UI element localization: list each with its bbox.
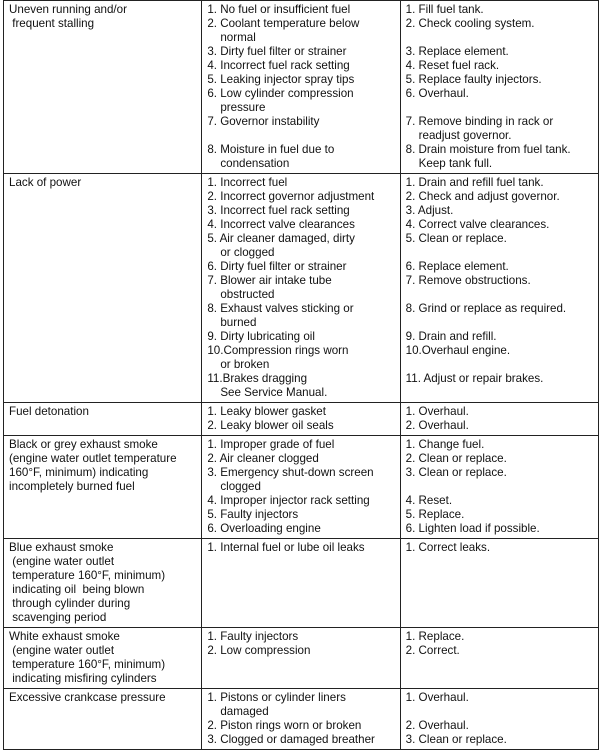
cause-text: condensation <box>220 157 290 170</box>
cause-item <box>207 330 395 344</box>
cause-text: 8. Exhaust valves sticking or <box>207 302 354 315</box>
trouble-text: incompletely burned fuel <box>9 480 135 493</box>
remedy-text: 7. Remove binding in rack or <box>405 115 554 128</box>
remedy-text: 2. Clean or replace. <box>405 452 507 465</box>
remedy-text <box>406 316 594 330</box>
remedy-item <box>406 494 594 508</box>
remedy-text: 9. Drain and refill. <box>405 330 497 343</box>
cause-text: 3. Emergency shut-down screen <box>207 466 374 479</box>
cause-text <box>207 129 395 143</box>
cause-item <box>207 204 395 218</box>
remedy-item <box>406 405 594 419</box>
cause-item <box>207 691 395 719</box>
cause-text: 3. Clogged or damaged breather <box>207 733 375 746</box>
trouble-cell <box>4 628 202 689</box>
remedy-item <box>406 691 594 719</box>
remedy-item <box>406 87 594 115</box>
remedy-cell <box>400 436 598 539</box>
trouble-text: (engine water outlet temperature <box>9 452 177 465</box>
cause-text: 3. Incorrect fuel rack setting <box>207 204 350 217</box>
trouble-text: frequent stalling <box>9 17 95 30</box>
cause-text: pressure <box>220 101 266 114</box>
cause-item <box>207 218 395 232</box>
remedy-item <box>406 143 594 171</box>
cause-item <box>207 541 395 555</box>
trouble-text: Black or grey exhaust smoke <box>9 438 158 451</box>
cause-text: normal <box>220 31 256 44</box>
cause-text: damaged <box>220 705 269 718</box>
remedy-item <box>406 176 594 190</box>
remedy-item <box>406 17 594 45</box>
table-row <box>4 174 599 403</box>
remedy-item <box>406 190 594 204</box>
cause-text: 8. Moisture in fuel due to <box>207 143 335 156</box>
trouble-text: indicating oil being blown <box>9 583 145 596</box>
cause-text: or clogged <box>220 246 275 259</box>
troubleshooting-table-body <box>4 1 599 750</box>
trouble-text: indicating misfiring cylinders <box>9 672 157 685</box>
remedy-text: 1. Change fuel. <box>405 438 485 451</box>
trouble-cell <box>4 539 202 628</box>
trouble-text: Excessive crankcase pressure <box>9 691 166 704</box>
cause-text: 7. Blower air intake tube <box>207 274 332 287</box>
cause-item <box>207 115 395 143</box>
remedy-text: Keep tank full. <box>418 157 493 170</box>
remedy-item <box>406 522 594 536</box>
remedy-item <box>406 59 594 73</box>
cause-item <box>207 45 395 59</box>
cause-cell <box>202 539 400 628</box>
cause-item <box>207 302 395 330</box>
cause-item <box>207 630 395 644</box>
remedy-text: 2. Correct. <box>405 644 460 657</box>
cause-text: 5. Air cleaner damaged, dirty <box>207 232 355 245</box>
cause-text: 11.Brakes dragging <box>207 372 308 385</box>
cause-item <box>207 87 395 115</box>
table-row <box>4 403 599 436</box>
trouble-text: Lack of power <box>9 176 82 189</box>
trouble-text: Fuel detonation <box>9 405 89 418</box>
remedy-text: 10.Overhaul engine. <box>405 344 511 357</box>
cause-item <box>207 143 395 171</box>
cause-cell <box>202 628 400 689</box>
cause-item <box>207 232 395 260</box>
table-row <box>4 436 599 539</box>
cause-text: obstructed <box>220 288 275 301</box>
remedy-text: 1. Drain and refill fuel tank. <box>405 176 544 189</box>
cause-text: clogged <box>220 480 261 493</box>
remedy-text: 3. Clean or replace. <box>405 733 507 746</box>
cause-item <box>207 344 395 372</box>
remedy-cell <box>400 539 598 628</box>
trouble-text: through cylinder during <box>9 597 131 610</box>
trouble-text: 160°F, minimum) indicating <box>9 466 149 479</box>
cause-item <box>207 59 395 73</box>
cause-item <box>207 508 395 522</box>
remedy-item <box>406 630 594 644</box>
cause-text: 6. Overloading engine <box>207 522 321 535</box>
remedy-text <box>406 386 594 400</box>
cause-cell <box>202 436 400 539</box>
remedy-text: 1. Fill fuel tank. <box>405 3 484 16</box>
remedy-text: 2. Check cooling system. <box>405 17 535 30</box>
trouble-cell <box>4 174 202 403</box>
cause-cell <box>202 689 400 750</box>
cause-text: 1. Pistons or cylinder liners <box>207 691 346 704</box>
cause-item <box>207 73 395 87</box>
remedy-item <box>406 508 594 522</box>
cause-item <box>207 190 395 204</box>
remedy-text: 1. Overhaul. <box>405 691 469 704</box>
remedy-text <box>406 358 594 372</box>
cause-text: 2. Piston rings worn or broken <box>207 719 362 732</box>
remedy-text: 8. Grind or replace as required. <box>405 302 567 315</box>
remedy-text <box>406 31 594 45</box>
remedy-text: 5. Replace faulty injectors. <box>405 73 542 86</box>
cause-item <box>207 522 395 536</box>
trouble-text: scavenging period <box>9 611 107 624</box>
cause-text: 1. Leaky blower gasket <box>207 405 326 418</box>
remedy-item <box>406 274 594 302</box>
trouble-text: Blue exhaust smoke <box>9 541 114 554</box>
cause-text: 2. Leaky blower oil seals <box>207 419 334 432</box>
remedy-item <box>406 541 594 555</box>
cause-item <box>207 260 395 274</box>
remedy-text: 1. Overhaul. <box>405 405 469 418</box>
remedy-text <box>406 705 594 719</box>
trouble-text: temperature 160°F, minimum) <box>9 658 166 671</box>
remedy-cell <box>400 403 598 436</box>
remedy-cell <box>400 628 598 689</box>
remedy-text: 7. Remove obstructions. <box>405 274 531 287</box>
trouble-text: White exhaust smoke <box>9 630 120 643</box>
table-row <box>4 539 599 628</box>
cause-item <box>207 494 395 508</box>
remedy-item <box>406 330 594 344</box>
remedy-item <box>406 232 594 260</box>
remedy-item <box>406 452 594 466</box>
cause-text: 6. Dirty fuel filter or strainer <box>207 260 347 273</box>
remedy-text: 6. Overhaul. <box>405 87 469 100</box>
remedy-text: 4. Reset fuel rack. <box>405 59 500 72</box>
trouble-text: (engine water outlet <box>9 555 115 568</box>
remedy-item <box>406 644 594 658</box>
trouble-cell <box>4 436 202 539</box>
table-row <box>4 1 599 174</box>
remedy-item <box>406 419 594 433</box>
remedy-item <box>406 204 594 218</box>
cause-item <box>207 372 395 400</box>
table-row <box>4 628 599 689</box>
cause-text: 2. Coolant temperature below <box>207 17 360 30</box>
remedy-text: 4. Reset. <box>405 494 453 507</box>
cause-cell <box>202 174 400 403</box>
cause-text: 5. Faulty injectors <box>207 508 299 521</box>
cause-item <box>207 419 395 433</box>
table-row <box>4 689 599 750</box>
cause-text: 1. Improper grade of fuel <box>207 438 335 451</box>
remedy-cell <box>400 1 598 174</box>
trouble-text: Uneven running and/or <box>9 3 127 16</box>
remedy-text: 8. Drain moisture from fuel tank. <box>405 143 571 156</box>
cause-text: 9. Dirty lubricating oil <box>207 330 315 343</box>
remedy-item <box>406 115 594 143</box>
cause-text: 1. Faulty injectors <box>207 630 299 643</box>
remedy-text <box>406 246 594 260</box>
remedy-text: 6. Replace element. <box>405 260 509 273</box>
remedy-text: 5. Clean or replace. <box>405 232 507 245</box>
cause-item <box>207 466 395 494</box>
remedy-text: 3. Replace element. <box>405 45 509 58</box>
remedy-text <box>406 288 594 302</box>
remedy-text <box>406 101 594 115</box>
remedy-text: 2. Check and adjust governor. <box>405 190 560 203</box>
trouble-cell <box>4 689 202 750</box>
cause-text: 10.Compression rings worn <box>207 344 349 357</box>
cause-text: 1. Internal fuel or lube oil leaks <box>207 541 365 554</box>
remedy-text: 3. Adjust. <box>405 204 454 217</box>
cause-item <box>207 405 395 419</box>
remedy-item <box>406 260 594 274</box>
cause-text: burned <box>220 316 257 329</box>
cause-text: 1. Incorrect fuel <box>207 176 288 189</box>
remedy-cell <box>400 174 598 403</box>
remedy-text: readjust governor. <box>418 129 512 142</box>
cause-text: 2. Low compression <box>207 644 311 657</box>
remedy-item <box>406 344 594 372</box>
remedy-item <box>406 73 594 87</box>
cause-item <box>207 176 395 190</box>
trouble-text: temperature 160°F, minimum) <box>9 569 166 582</box>
remedy-item <box>406 372 594 400</box>
remedy-text: 3. Clean or replace. <box>405 466 507 479</box>
remedy-item <box>406 733 594 747</box>
cause-item <box>207 644 395 658</box>
remedy-item <box>406 45 594 59</box>
cause-item <box>207 719 395 733</box>
cause-item <box>207 274 395 302</box>
remedy-item <box>406 218 594 232</box>
cause-item <box>207 17 395 45</box>
remedy-item <box>406 3 594 17</box>
remedy-text <box>406 480 594 494</box>
remedy-item <box>406 466 594 494</box>
cause-text: 4. Improper injector rack setting <box>207 494 370 507</box>
remedy-item <box>406 438 594 452</box>
cause-text: 5. Leaking injector spray tips <box>207 73 355 86</box>
remedy-text: 4. Correct valve clearances. <box>405 218 550 231</box>
cause-item <box>207 452 395 466</box>
cause-text: 2. Incorrect governor adjustment <box>207 190 375 203</box>
remedy-text: 2. Overhaul. <box>405 419 469 432</box>
cause-item <box>207 438 395 452</box>
cause-text: 4. Incorrect fuel rack setting <box>207 59 350 72</box>
cause-cell <box>202 1 400 174</box>
trouble-text: (engine water outlet <box>9 644 115 657</box>
cause-text: 6. Low cylinder compression <box>207 87 354 100</box>
remedy-item <box>406 302 594 330</box>
cause-text: 4. Incorrect valve clearances <box>207 218 355 231</box>
remedy-item <box>406 719 594 733</box>
cause-text: 2. Air cleaner clogged <box>207 452 319 465</box>
cause-cell <box>202 403 400 436</box>
remedy-cell <box>400 689 598 750</box>
remedy-text: 5. Replace. <box>405 508 465 521</box>
cause-text: 3. Dirty fuel filter or strainer <box>207 45 347 58</box>
remedy-text: 6. Lighten load if possible. <box>405 522 540 535</box>
cause-text: or broken <box>220 358 270 371</box>
remedy-text: 2. Overhaul. <box>405 719 469 732</box>
remedy-text: 1. Correct leaks. <box>405 541 491 554</box>
cause-item <box>207 733 395 747</box>
cause-text: See Service Manual. <box>220 386 328 399</box>
trouble-cell <box>4 403 202 436</box>
troubleshooting-table <box>3 0 599 750</box>
cause-text: 1. No fuel or insufficient fuel <box>207 3 351 16</box>
cause-item <box>207 3 395 17</box>
remedy-text: 1. Replace. <box>405 630 465 643</box>
cause-text: 7. Governor instability <box>207 115 320 128</box>
trouble-cell <box>4 1 202 174</box>
remedy-text: 11. Adjust or repair brakes. <box>405 372 544 385</box>
